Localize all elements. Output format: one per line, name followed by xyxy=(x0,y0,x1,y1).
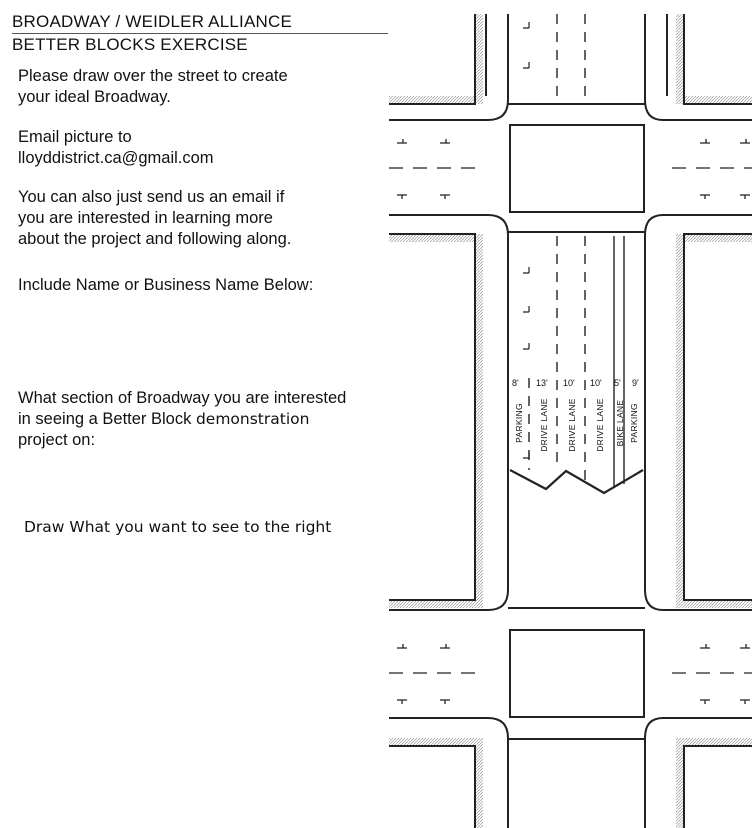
section-break-line xyxy=(510,470,643,493)
lane-width-label-1: 13' xyxy=(536,378,548,388)
draw-line-1: Please draw over the street to create xyxy=(18,67,288,85)
intersection-box-upper xyxy=(510,125,644,212)
lane-width-label-3: 10' xyxy=(590,378,602,388)
lane-width-label-2: 10' xyxy=(563,378,575,388)
lane-label-drive-1: DRIVE LANE xyxy=(539,398,549,452)
draw-line-2: your ideal Broadway. xyxy=(18,88,171,106)
page-title: BROADWAY / WEIDLER ALLIANCE xyxy=(12,12,388,34)
section-line-1: What section of Broadway you are interested xyxy=(18,389,347,407)
also-line-3: about the project and following along. xyxy=(18,230,292,248)
lane-label-drive-3: DRIVE LANE xyxy=(595,398,605,452)
lane-label-drive-2: DRIVE LANE xyxy=(567,398,577,452)
email-line-1: Email picture to xyxy=(18,128,132,146)
also-line-2: you are interested in learning more xyxy=(18,209,273,227)
section-line-2b: demonstration xyxy=(195,410,310,428)
lane-label-parking-left: PARKING xyxy=(514,403,524,443)
draw-right-instruction: Draw What you want to see to the right xyxy=(24,518,332,536)
lane-label-bike: BIKE LANE xyxy=(615,399,625,447)
intersection-box-lower xyxy=(510,630,644,717)
email-address: lloyddistrict.ca@gmail.com xyxy=(18,149,214,167)
page-subtitle: BETTER BLOCKS EXERCISE xyxy=(12,35,248,54)
lane-width-labels xyxy=(512,378,639,388)
lane-width-label-4: 5' xyxy=(614,378,621,388)
lane-label-parking-right: PARKING xyxy=(629,403,639,443)
lane-width-label-5: 9' xyxy=(632,378,639,388)
section-line-2a: in seeing a Better Block xyxy=(18,410,196,428)
parking-ticks xyxy=(523,22,529,458)
lane-labels xyxy=(514,398,639,452)
section-line-3: project on: xyxy=(18,431,96,449)
name-prompt: Include Name or Business Name Below: xyxy=(18,276,314,294)
also-line-1: You can also just send us an email if xyxy=(18,188,285,206)
lane-width-label-0: 8' xyxy=(512,378,519,388)
bike-lane-lines xyxy=(614,236,624,486)
